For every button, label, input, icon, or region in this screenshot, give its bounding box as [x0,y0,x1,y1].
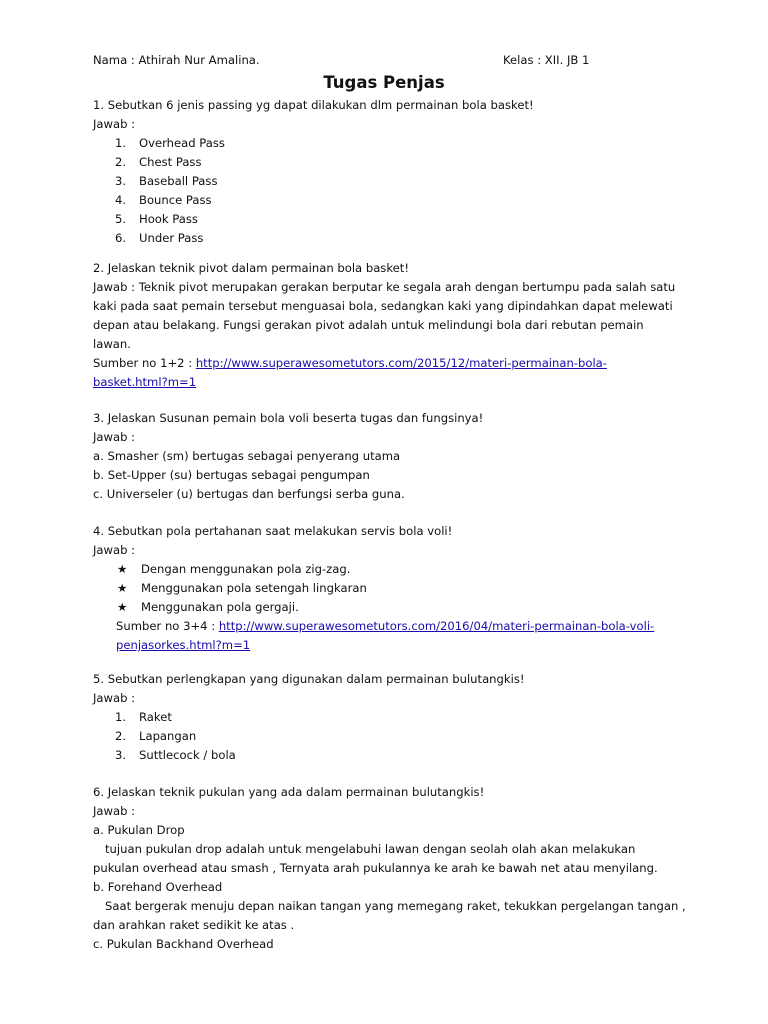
q1-item-text: Overhead Pass [139,136,225,150]
q4-question: 4. Sebutkan pola pertahanan saat melakukan servis bola voli! [93,524,453,538]
q4-answer-label: Jawab : [93,543,136,557]
q5-item-number: 2. [115,729,127,743]
q1-item-number: 4. [115,193,127,207]
q5-item-text: Lapangan [139,729,197,743]
q2-source-label: Sumber no 1+2 : [93,356,196,370]
q5-item [115,746,236,764]
q1-question: 1. Sebutkan 6 jenis passing yg dapat dilakukan dlm permainan bola basket! [93,98,534,112]
q1-item-text: Chest Pass [139,155,202,169]
q1-item-text: Baseball Pass [139,174,218,188]
q6-a-text: pukulan overhead atau smash , Ternyata arah pukulannya ke arah ke bawah net atau menyilang. [93,861,658,875]
q3-question: 3. Jelaskan Susunan pemain bola voli beserta tugas dan fungsinya! [93,411,484,425]
q2-source-link-continued[interactable]: basket.html?m=1 [93,375,197,389]
q3-item: a. Smasher (sm) bertugas sebagai penyerang utama [93,449,401,463]
student-name: Nama : Athirah Nur Amalina. [93,53,260,67]
q1-item [115,210,198,228]
q1-item [115,134,225,152]
q4-source-link[interactable]: http://www.superawesometutors.com/2016/04/materi-permainan-bola-voli- [218,619,655,633]
q4-source [116,617,654,635]
q4-item [117,579,367,597]
q2-answer-line: Jawab : Teknik pivot merupakan gerakan berputar ke segala arah dengan bertumpu pada salah satu [93,280,676,294]
q1-item-number: 1. [115,136,127,150]
q4-item-text: Dengan menggunakan pola zig-zag. [141,562,351,576]
q4-item [117,560,350,578]
q5-item [115,727,196,745]
q1-item-text: Under Pass [139,231,204,245]
q3-item: b. Set-Upper (su) bertugas sebagai pengumpan [93,468,370,482]
q6-question: 6. Jelaskan teknik pukulan yang ada dalam permainan bulutangkis! [93,785,485,799]
q6-b-text: dan arahkan raket sedikit ke atas . [93,918,295,932]
q2-answer-line: lawan. [93,337,131,351]
q2-question: 2. Jelaskan teknik pivot dalam permainan bola basket! [93,261,409,275]
q5-answer-label: Jawab : [93,691,136,705]
q4-item-text: Menggunakan pola gergaji. [141,600,299,614]
q6-c-title: c. Pukulan Backhand Overhead [93,937,274,951]
q1-item [115,191,212,209]
q6-b-text: Saat bergerak menuju depan naikan tangan yang memegang raket, tekukkan pergelangan tangan , [105,899,686,913]
q1-item [115,229,203,247]
q6-answer-label: Jawab : [93,804,136,818]
q4-source-link-continued[interactable]: penjasorkes.html?m=1 [116,638,251,652]
q5-item-number: 1. [115,710,127,724]
q1-item-text: Hook Pass [139,212,198,226]
q2-source [93,354,607,372]
q1-answer-label: Jawab : [93,117,136,131]
q5-item-text: Suttlecock / bola [139,748,236,762]
q3-answer-label: Jawab : [93,430,136,444]
q2-answer-line: kaki pada saat pemain tersebut menguasai bola, sedangkan kaki yang dipindahkan dapat melewati [93,299,673,313]
star-bullet-icon: ★ [117,562,128,576]
student-class: Kelas : XII. JB 1 [503,53,590,67]
q1-item-number: 3. [115,174,127,188]
q6-a-text: tujuan pukulan drop adalah untuk mengelabuhi lawan dengan seolah olah akan melakukan [105,842,636,856]
page-title: Tugas Penjas [323,73,445,92]
q6-b-title: b. Forehand Overhead [93,880,223,894]
q5-item [115,708,172,726]
q2-answer-line: depan atau belakang. Fungsi gerakan pivot adalah untuk melindungi bola dari rebutan pemain [93,318,644,332]
q4-item-text: Menggunakan pola setengah lingkaran [141,581,367,595]
star-bullet-icon: ★ [117,600,128,614]
q4-source-label: Sumber no 3+4 : [116,619,219,633]
q6-a-title: a. Pukulan Drop [93,823,185,837]
q1-item-number: 6. [115,231,127,245]
q1-item-number: 2. [115,155,127,169]
star-bullet-icon: ★ [117,581,128,595]
q3-item: c. Universeler (u) bertugas dan berfungsi serba guna. [93,487,405,501]
q5-item-text: Raket [139,710,172,724]
q5-question: 5. Sebutkan perlengkapan yang digunakan dalam permainan bulutangkis! [93,672,525,686]
q1-item-number: 5. [115,212,127,226]
q4-item [117,598,299,616]
q5-item-number: 3. [115,748,127,762]
q2-source-link[interactable]: http://www.superawesometutors.com/2015/12/materi-permainan-bola- [195,356,607,370]
q1-item [115,172,217,190]
q1-item [115,153,202,171]
q1-item-text: Bounce Pass [139,193,212,207]
